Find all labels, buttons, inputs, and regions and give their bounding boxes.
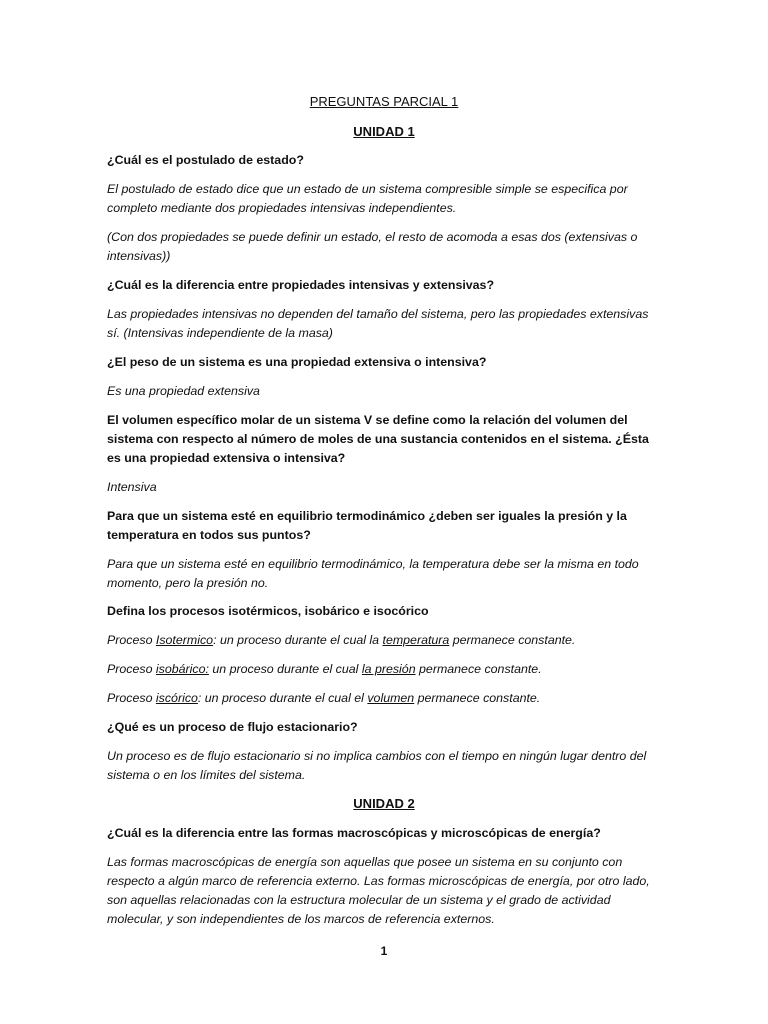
answer-7: Un proceso es de flujo estacionario si no implica cambios con el tiempo en ningún lugar dentro del sistema o en los límites del sistema. bbox=[107, 749, 647, 782]
definition-property: la presión bbox=[361, 662, 416, 676]
question-7: ¿Qué es un proceso de flujo estacionario? bbox=[107, 720, 358, 734]
definition-text: : un proceso durante el cual el bbox=[197, 691, 368, 705]
definition-term: isobárico: bbox=[155, 662, 209, 676]
unit-2-heading: UNIDAD 2 bbox=[353, 796, 415, 811]
question-3: ¿El peso de un sistema es una propiedad extensiva o intensiva? bbox=[107, 355, 487, 369]
document-title: PREGUNTAS PARCIAL 1 bbox=[309, 94, 459, 109]
question-1: ¿Cuál es el postulado de estado? bbox=[107, 153, 304, 167]
definition-text: un proceso durante el cual bbox=[208, 662, 362, 676]
answer-2: Las propiedades intensivas no dependen del tamaño del sistema, pero las propiedades extensivas sí. (Intensivas independiente de la masa) bbox=[107, 307, 649, 340]
definition-prefix: Proceso bbox=[107, 662, 156, 676]
definition-prefix: Proceso bbox=[107, 633, 156, 647]
question-2: ¿Cuál es la diferencia entre propiedades intensivas y extensivas? bbox=[107, 278, 495, 292]
question-6: Defina los procesos isotérmicos, isobárico e isocórico bbox=[107, 604, 429, 618]
page-number: 1 bbox=[380, 944, 388, 958]
definition-property: temperatura bbox=[382, 633, 450, 647]
answer-4: Intensiva bbox=[107, 480, 157, 494]
definition-suffix: permanece constante. bbox=[449, 633, 576, 647]
unit-1-heading: UNIDAD 1 bbox=[353, 124, 415, 139]
answer-3: Es una propiedad extensiva bbox=[107, 384, 260, 398]
definition-property: volumen bbox=[367, 691, 415, 705]
definition-term: iscórico bbox=[155, 691, 198, 705]
answer-5: Para que un sistema esté en equilibrio termodinámico, la temperatura debe ser la misma en todo momento, pero la presión no. bbox=[107, 557, 639, 590]
definition-isothermal bbox=[107, 631, 663, 650]
definition-isochoric bbox=[107, 689, 663, 708]
question-8: ¿Cuál es la diferencia entre las formas macroscópicas y microscópicas de energía? bbox=[107, 826, 601, 840]
definition-suffix: permanece constante. bbox=[414, 691, 541, 705]
question-5: Para que un sistema esté en equilibrio termodinámico ¿deben ser iguales la presión y la temperatura en todos sus puntos? bbox=[107, 509, 627, 542]
definition-isobaric bbox=[107, 660, 663, 679]
question-4: El volumen específico molar de un sistema V se define como la relación del volumen del sistema con respecto al número de moles de una sustancia contenidos en el sistema. ¿Ésta es una propiedad extensiva o intensiva? bbox=[107, 413, 649, 465]
definition-text: : un proceso durante el cual la bbox=[213, 633, 383, 647]
answer-1-note: (Con dos propiedades se puede definir un estado, el resto de acomoda a esas dos (extensivas o intensivas)) bbox=[107, 230, 638, 263]
answer-8: Las formas macroscópicas de energía son aquellas que posee un sistema en su conjunto con respecto a algún marco de referencia externo. Las formas microscópicas de energía, por otro lado, son aquellas relacionadas con la estructura molecular de un sistema y el grado de actividad molecular, y son independientes de los marcos de referencia externos. bbox=[107, 855, 650, 926]
answer-1: El postulado de estado dice que un estado de un sistema compresible simple se especifica por completo mediante dos propiedades intensivas independientes. bbox=[107, 182, 628, 215]
definition-suffix: permanece constante. bbox=[415, 662, 542, 676]
definition-term: Isotermico bbox=[155, 633, 214, 647]
definition-prefix: Proceso bbox=[107, 691, 156, 705]
